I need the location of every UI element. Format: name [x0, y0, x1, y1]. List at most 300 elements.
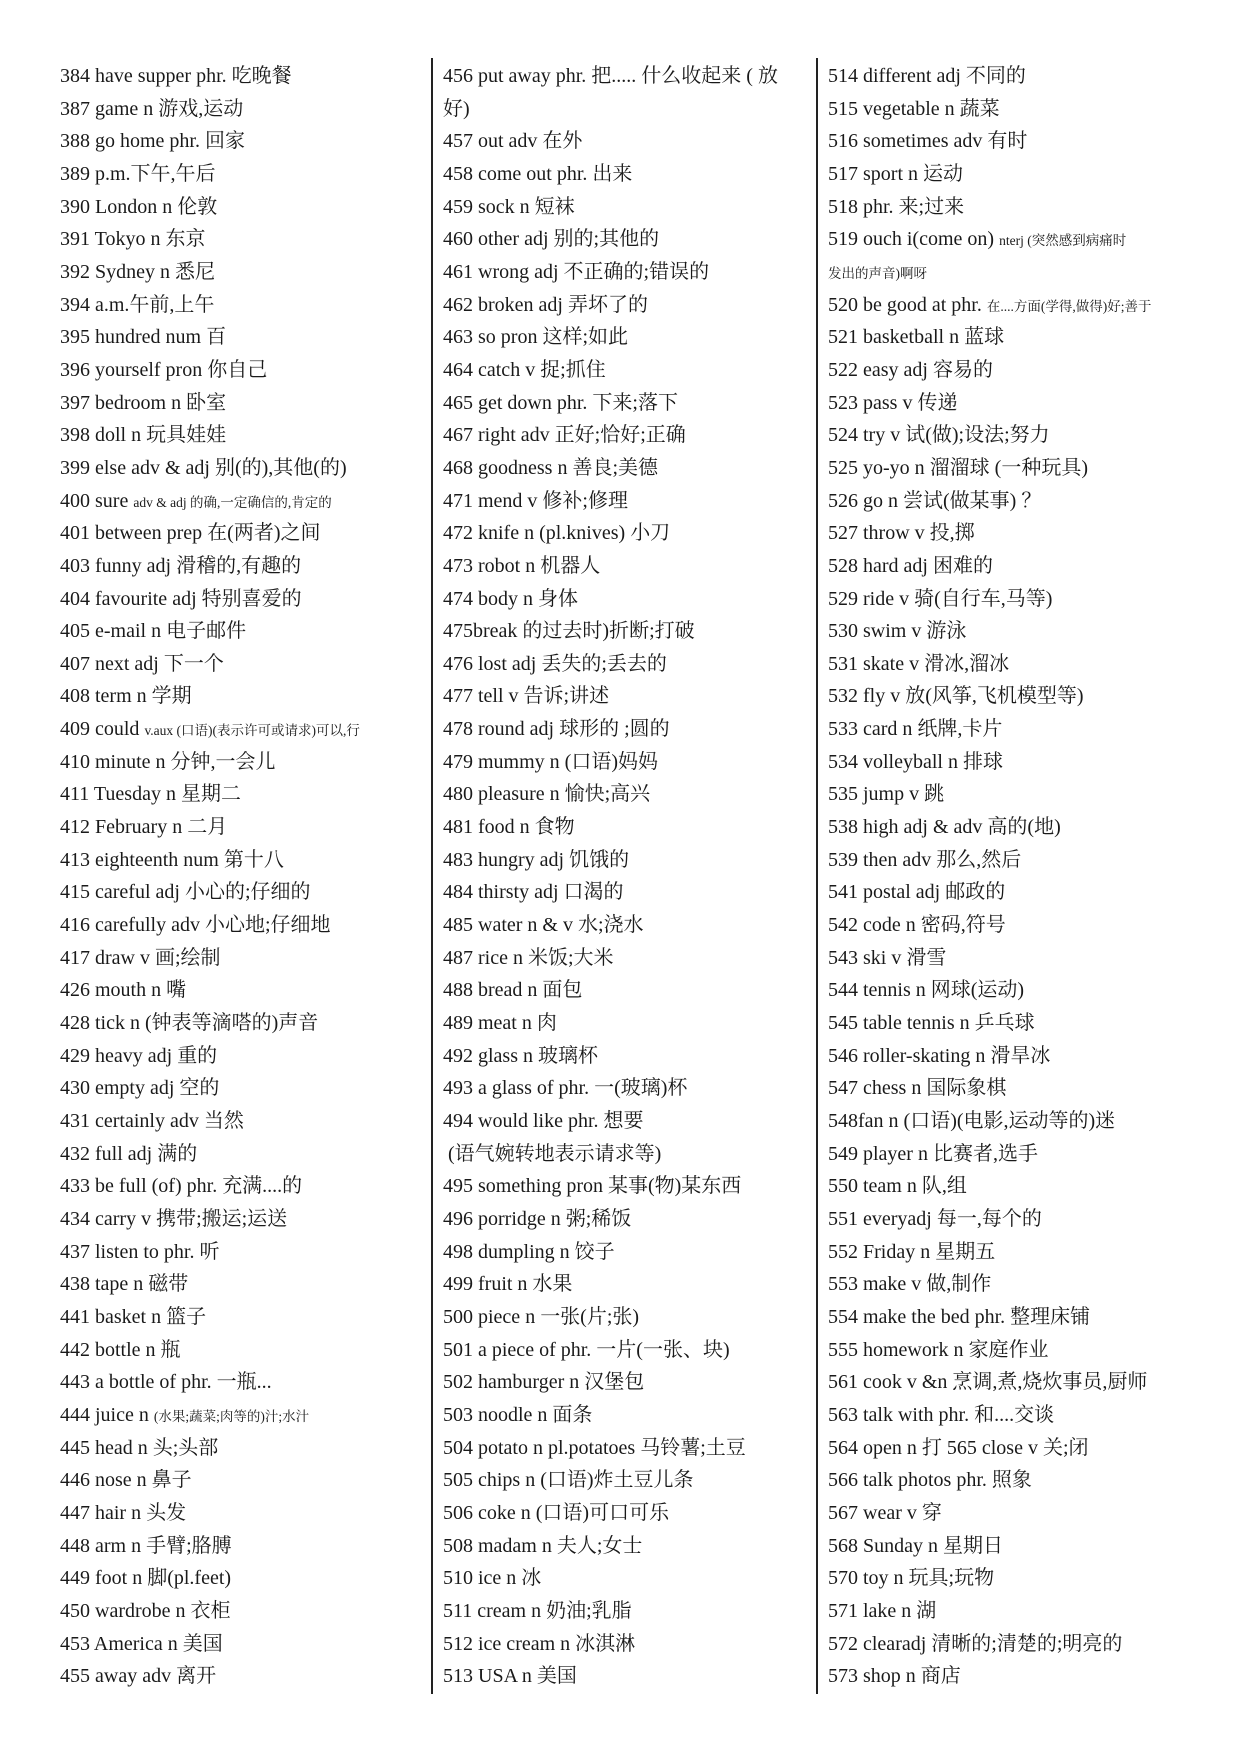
entry-text: 398 doll n 玩具娃娃 — [60, 424, 227, 447]
entry-text: 554 make the bed phr. 整理床铺 — [828, 1305, 1091, 1328]
entry-text: 514 different adj 不同的 — [828, 65, 1026, 87]
vocab-entry — [443, 1595, 809, 1628]
entry-text: 522 easy adj 容易的 — [828, 358, 993, 381]
entry-text: 444 juice n — [60, 1403, 154, 1426]
entry-text: 465 get down phr. 下来;落下 — [443, 391, 678, 414]
entry-text: 505 chips n (口语)炸土豆儿条 — [443, 1469, 694, 1492]
vocab-entry — [828, 485, 1228, 518]
entry-text: 521 basketball n 蓝球 — [828, 326, 1005, 349]
entry-text: 391 Tokyo n 东京 — [60, 228, 206, 251]
entry-text: 463 so pron 这样;如此 — [443, 326, 628, 349]
vocab-entry — [828, 1268, 1228, 1301]
vocab-entry — [828, 125, 1228, 158]
vocab-entry — [828, 811, 1228, 844]
entry-text: 499 fruit n 水果 — [443, 1273, 573, 1296]
entry-text: 412 February n 二月 — [60, 816, 228, 839]
vocab-entry — [60, 1334, 422, 1367]
entry-text: 478 round adj 球形的 ;圆的 — [443, 718, 670, 741]
vocab-entry — [443, 60, 809, 93]
entry-text: 534 volleyball n 排球 — [828, 750, 1003, 773]
entry-note: 在....方面(学得,做得)好;善于 — [986, 298, 1152, 314]
entry-text: 501 a piece of phr. 一片(一张、块) — [443, 1338, 730, 1361]
entry-text: 495 something pron 某事(物)某东西 — [443, 1175, 742, 1198]
entry-text: 529 ride v 骑(自行车,马等) — [828, 587, 1053, 610]
vocab-entry — [828, 256, 1228, 289]
vocab-entry — [828, 1138, 1228, 1171]
entry-text: 396 yourself pron 你自己 — [60, 358, 268, 381]
vocab-entry — [443, 876, 809, 909]
vocab-entry — [828, 289, 1228, 322]
vocab-entry — [60, 974, 422, 1007]
entry-text: 494 would like phr. 想要 — [443, 1110, 644, 1132]
entry-text: 487 rice n 米饭;大米 — [443, 946, 614, 969]
entry-text: 492 glass n 玻璃杯 — [443, 1044, 598, 1067]
entry-text: 516 sometimes adv 有时 — [828, 130, 1028, 153]
entry-text: 467 right adv 正好;恰好;正确 — [443, 424, 686, 447]
entry-text: 552 Friday n 星期五 — [828, 1240, 996, 1263]
vocab-entry — [443, 1236, 809, 1269]
vocab-entry — [60, 1007, 422, 1040]
entry-text: 409 could — [60, 718, 145, 741]
vocab-entry — [828, 680, 1228, 713]
vocab-entry — [828, 354, 1228, 387]
vocab-entry — [443, 1399, 809, 1432]
entry-text: 488 bread n 面包 — [443, 979, 583, 1002]
vocab-entry — [60, 844, 422, 877]
entry-text: 543 ski v 滑雪 — [828, 946, 947, 969]
vocab-entry — [828, 746, 1228, 779]
vocab-entry — [60, 1138, 422, 1171]
vocab-column-2 — [443, 60, 809, 1693]
entry-text: 551 everyadj 每一,每个的 — [828, 1207, 1042, 1230]
vocab-entry — [60, 648, 422, 681]
entry-text: 568 Sunday n 星期日 — [828, 1534, 1003, 1557]
vocab-entry — [60, 615, 422, 648]
entry-text: 571 lake n 湖 — [828, 1599, 937, 1622]
entry-text: 548fan n (口语)(电影,运动等的)迷 — [828, 1110, 1116, 1132]
entry-text: 547 chess n 国际象棋 — [828, 1077, 1007, 1100]
vocab-entry — [60, 1628, 422, 1661]
entry-text: (语气婉转地表示请求等) — [443, 1142, 662, 1165]
vocab-entry — [60, 713, 422, 746]
entry-text: 538 high adj & adv 高的(地) — [828, 816, 1061, 839]
vocab-entry — [443, 1138, 809, 1171]
vocab-entry — [443, 909, 809, 942]
entry-text: 472 knife n (pl.knives) 小刀 — [443, 522, 671, 545]
entry-text: 428 tick n (钟表等滴嗒的)声音 — [60, 1012, 319, 1035]
entry-text: 561 cook v &n 烹调,煮,烧炊事员,厨师 — [828, 1371, 1148, 1394]
vocab-entry — [60, 1432, 422, 1465]
entry-text: 485 water n & v 水;浇水 — [443, 914, 644, 937]
vocab-entry — [828, 942, 1228, 975]
vocab-entry — [443, 1530, 809, 1563]
entry-text: 384 have supper phr. 吃晚餐 — [60, 65, 292, 87]
vocab-entry — [60, 1399, 422, 1432]
vocab-entry — [443, 1497, 809, 1530]
vocab-entry — [443, 1301, 809, 1334]
vocab-entry — [443, 387, 809, 420]
entry-text: 468 goodness n 善良;美德 — [443, 456, 658, 479]
vocab-entry — [828, 550, 1228, 583]
vocab-entry — [828, 191, 1228, 224]
vocab-entry — [60, 778, 422, 811]
vocab-entry — [443, 321, 809, 354]
vocab-entry — [828, 1530, 1228, 1563]
entry-text: 535 jump v 跳 — [828, 783, 945, 806]
entry-text: 502 hamburger n 汉堡包 — [443, 1371, 645, 1394]
entry-text: 448 arm n 手臂;胳膊 — [60, 1534, 232, 1557]
vocab-entry — [60, 93, 422, 126]
entry-text: 530 swim v 游泳 — [828, 620, 967, 643]
entry-text: 477 tell v 告诉;讲述 — [443, 685, 610, 708]
vocab-entry — [443, 191, 809, 224]
entry-text: 432 full adj 满的 — [60, 1142, 198, 1165]
entry-text: 446 nose n 鼻子 — [60, 1469, 192, 1492]
vocab-entry — [60, 419, 422, 452]
vocab-entry — [828, 583, 1228, 616]
vocab-entry — [443, 844, 809, 877]
entry-text: 411 Tuesday n 星期二 — [60, 783, 241, 806]
vocab-entry — [828, 517, 1228, 550]
column-divider — [816, 58, 818, 1694]
entry-text: 392 Sydney n 悉尼 — [60, 260, 215, 283]
vocab-entry — [60, 1072, 422, 1105]
vocab-entry — [443, 1366, 809, 1399]
entry-text: 489 meat n 肉 — [443, 1012, 557, 1035]
entry-text: 541 postal adj 邮政的 — [828, 881, 1006, 904]
entry-text: 390 London n 伦敦 — [60, 195, 218, 218]
vocab-entry — [828, 1040, 1228, 1073]
vocab-entry — [443, 942, 809, 975]
vocab-entry — [828, 1464, 1228, 1497]
vocab-entry — [828, 713, 1228, 746]
entry-text: 479 mummy n (口语)妈妈 — [443, 750, 658, 773]
vocab-entry — [828, 1301, 1228, 1334]
vocab-entry — [443, 648, 809, 681]
vocab-entry — [443, 1334, 809, 1367]
vocab-column-3 — [828, 60, 1228, 1693]
entry-text: 389 p.m.下午,午后 — [60, 162, 216, 185]
entry-text: 447 hair n 头发 — [60, 1501, 187, 1524]
vocab-entry — [443, 223, 809, 256]
vocab-entry — [828, 452, 1228, 485]
vocab-entry — [828, 419, 1228, 452]
entry-text: 498 dumpling n 饺子 — [443, 1240, 615, 1263]
entry-text: 527 throw v 投,掷 — [828, 522, 975, 545]
entry-text: 401 between prep 在(两者)之间 — [60, 522, 321, 545]
entry-text: 553 make v 做,制作 — [828, 1273, 992, 1296]
entry-text: 567 wear v 穿 — [828, 1501, 942, 1524]
entry-text: 388 go home phr. 回家 — [60, 130, 245, 153]
vocab-entry — [443, 1007, 809, 1040]
vocab-entry — [443, 1203, 809, 1236]
entry-text: 564 open n 打 565 close v 关;闭 — [828, 1436, 1089, 1459]
column-divider — [431, 58, 433, 1694]
vocab-entry — [443, 289, 809, 322]
vocab-entry — [443, 1628, 809, 1661]
entry-text: 410 minute n 分钟,一会儿 — [60, 750, 276, 773]
vocab-entry — [443, 158, 809, 191]
vocab-entry — [443, 1562, 809, 1595]
entry-text: 511 cream n 奶油;乳脂 — [443, 1599, 632, 1622]
vocab-entry — [60, 811, 422, 844]
entry-text: 453 America n 美国 — [60, 1632, 223, 1655]
entry-text: 474 body n 身体 — [443, 587, 578, 610]
vocab-entry — [60, 1170, 422, 1203]
entry-text: 550 team n 队,组 — [828, 1175, 967, 1198]
vocab-entry — [828, 387, 1228, 420]
entry-text: 413 eighteenth num 第十八 — [60, 848, 284, 871]
entry-text: 395 hundred num 百 — [60, 326, 227, 349]
vocab-entry — [828, 1366, 1228, 1399]
vocab-entry — [828, 1007, 1228, 1040]
entry-text: 506 coke n (口语)可口可乐 — [443, 1501, 670, 1524]
entry-text: 399 else adv & adj 别(的),其他(的) — [60, 456, 347, 479]
entry-text: 549 player n 比赛者,选手 — [828, 1142, 1038, 1165]
entry-text: 542 code n 密码,符号 — [828, 914, 1006, 937]
vocab-entry — [60, 1236, 422, 1269]
entry-text: 431 certainly adv 当然 — [60, 1110, 244, 1132]
vocab-entry — [443, 746, 809, 779]
entry-text: 437 listen to phr. 听 — [60, 1240, 220, 1263]
entry-text: 508 madam n 夫人;女士 — [443, 1534, 643, 1557]
vocab-entry — [828, 60, 1228, 93]
entry-text: 464 catch v 捉;抓住 — [443, 358, 606, 381]
vocab-entry — [60, 321, 422, 354]
vocab-entry — [443, 256, 809, 289]
entry-text: 461 wrong adj 不正确的;错误的 — [443, 260, 710, 283]
entry-text: 517 sport n 运动 — [828, 162, 963, 185]
vocab-entry — [60, 1040, 422, 1073]
vocab-entry — [60, 223, 422, 256]
entry-text: 429 heavy adj 重的 — [60, 1044, 218, 1067]
vocab-entry — [828, 1660, 1228, 1693]
vocab-entry — [60, 1530, 422, 1563]
entry-text: 408 term n 学期 — [60, 685, 192, 708]
vocab-entry — [60, 1497, 422, 1530]
entry-text: 449 foot n 脚(pl.feet) — [60, 1567, 232, 1590]
vocab-entry — [60, 1268, 422, 1301]
vocab-entry — [828, 93, 1228, 126]
entry-text: 539 then adv 那么,然后 — [828, 848, 1022, 871]
vocab-entry — [60, 256, 422, 289]
vocab-entry — [828, 1628, 1228, 1661]
entry-note: (水果;蔬菜;肉等的)汁;水汁 — [153, 1408, 310, 1424]
entry-text: 573 shop n 商店 — [828, 1665, 961, 1688]
entry-text: 525 yo-yo n 溜溜球 (一种玩具) — [828, 456, 1088, 479]
entry-text: 523 pass v 传递 — [828, 391, 958, 414]
entry-text: 415 careful adj 小心的;仔细的 — [60, 881, 311, 904]
vocab-entry — [828, 223, 1228, 256]
vocab-entry — [828, 1562, 1228, 1595]
entry-text: 526 go n 尝试(做某事) ？ — [828, 489, 1042, 512]
entry-text: 416 carefully adv 小心地;仔细地 — [60, 914, 331, 937]
vocab-entry — [828, 321, 1228, 354]
entry-text: 400 sure — [60, 489, 134, 512]
vocab-entry — [828, 1203, 1228, 1236]
vocab-entry — [60, 1464, 422, 1497]
entry-text: 476 lost adj 丢失的;丢去的 — [443, 652, 667, 675]
vocab-entry — [60, 1562, 422, 1595]
entry-text: 515 vegetable n 蔬菜 — [828, 97, 1000, 120]
entry-text: 572 clearadj 清晰的;清楚的;明亮的 — [828, 1632, 1123, 1655]
entry-note: adv & adj 的确,一定确信的,肯定的 — [133, 494, 332, 510]
entry-text: 475break 的过去时)折断;打破 — [443, 620, 695, 643]
entry-text: 545 table tennis n 乒乓球 — [828, 1012, 1035, 1035]
entry-text: 426 mouth n 嘴 — [60, 979, 187, 1002]
entry-text: 438 tape n 磁带 — [60, 1273, 189, 1296]
entry-text: 484 thirsty adj 口渴的 — [443, 881, 624, 904]
vocab-entry — [443, 354, 809, 387]
vocab-entry — [443, 1268, 809, 1301]
entry-text: 504 potato n pl.potatoes 马铃薯;土豆 — [443, 1436, 746, 1459]
vocab-entry — [60, 517, 422, 550]
entry-text: 417 draw v 画;绘制 — [60, 946, 221, 969]
vocab-entry — [828, 1334, 1228, 1367]
entry-text: 524 try v 试(做);设法;努力 — [828, 424, 1050, 447]
entry-text: 544 tennis n 网球(运动) — [828, 979, 1025, 1002]
vocab-entry — [828, 615, 1228, 648]
entry-text: 480 pleasure n 愉快;高兴 — [443, 783, 651, 806]
vocab-entry — [60, 1595, 422, 1628]
entry-text: 460 other adj 别的;其他的 — [443, 228, 660, 251]
entry-text: 441 basket n 篮子 — [60, 1305, 207, 1328]
vocab-entry — [443, 550, 809, 583]
entry-text: 512 ice cream n 冰淇淋 — [443, 1632, 636, 1655]
entry-note: nterj (突然感到病痛时 — [999, 233, 1127, 249]
vocab-entry — [60, 583, 422, 616]
vocab-entry — [828, 909, 1228, 942]
vocab-entry — [60, 485, 422, 518]
entry-text: 442 bottle n 瓶 — [60, 1338, 181, 1361]
vocab-entry — [828, 1170, 1228, 1203]
entry-text: 481 food n 食物 — [443, 816, 575, 839]
vocab-entry — [443, 1464, 809, 1497]
vocab-entry — [443, 419, 809, 452]
vocab-entry — [60, 550, 422, 583]
entry-text: 433 be full (of) phr. 充满....的 — [60, 1175, 303, 1198]
entry-text: 546 roller-skating n 滑旱冰 — [828, 1044, 1051, 1067]
vocab-entry — [60, 452, 422, 485]
entry-text: 404 favourite adj 特别喜爱的 — [60, 587, 302, 610]
entry-text: 473 robot n 机器人 — [443, 554, 601, 577]
vocab-entry — [443, 517, 809, 550]
entry-text: 457 out adv 在外 — [443, 130, 583, 153]
entry-text: 493 a glass of phr. 一(玻璃)杯 — [443, 1077, 688, 1100]
vocab-entry — [60, 191, 422, 224]
vocab-entry — [60, 354, 422, 387]
entry-text: 531 skate v 滑冰,溜冰 — [828, 652, 1010, 675]
vocab-entry — [443, 1660, 809, 1693]
vocab-entry — [828, 1236, 1228, 1269]
entry-text: 458 come out phr. 出来 — [443, 162, 633, 185]
vocab-entry — [443, 1072, 809, 1105]
vocab-entry — [443, 452, 809, 485]
vocab-entry — [443, 1105, 809, 1138]
vocab-entry — [828, 778, 1228, 811]
vocab-entry — [60, 387, 422, 420]
entry-text: 456 put away phr. 把..... 什么收起来 ( 放 — [443, 65, 778, 87]
vocab-entry — [443, 1432, 809, 1465]
vocab-entry — [60, 289, 422, 322]
entry-text: 503 noodle n 面条 — [443, 1403, 593, 1426]
entry-text: 518 phr. 来;过来 — [828, 195, 965, 218]
vocab-entry — [443, 974, 809, 1007]
vocab-entry — [60, 1366, 422, 1399]
vocab-entry — [60, 909, 422, 942]
entry-text: 462 broken adj 弄坏了的 — [443, 293, 648, 316]
vocab-entry — [828, 844, 1228, 877]
vocab-entry — [60, 1301, 422, 1334]
vocab-entry — [828, 876, 1228, 909]
vocab-entry — [60, 746, 422, 779]
entry-text: 483 hungry adj 饥饿的 — [443, 848, 630, 871]
entry-note: 发出的声音)啊呀 — [828, 265, 927, 281]
vocab-entry — [60, 1203, 422, 1236]
vocab-entry — [443, 485, 809, 518]
entry-text: 555 homework n 家庭作业 — [828, 1338, 1049, 1361]
vocab-entry — [60, 158, 422, 191]
entry-text: 510 ice n 冰 — [443, 1567, 542, 1590]
vocab-entry — [60, 876, 422, 909]
vocab-entry — [443, 713, 809, 746]
vocab-entry — [60, 1105, 422, 1138]
entry-text: 394 a.m.午前,上午 — [60, 293, 215, 316]
entry-text: 459 sock n 短袜 — [443, 195, 575, 218]
entry-text: 好) — [443, 97, 470, 120]
vocab-entry — [828, 1432, 1228, 1465]
entry-text: 403 funny adj 滑稽的,有趣的 — [60, 554, 302, 577]
entry-text: 387 game n 游戏,运动 — [60, 97, 244, 120]
entry-text: 533 card n 纸牌,卡片 — [828, 718, 1003, 741]
entry-text: 496 porridge n 粥;稀饭 — [443, 1207, 632, 1230]
vocab-entry — [60, 60, 422, 93]
entry-text: 471 mend v 修补;修理 — [443, 489, 628, 512]
entry-text: 513 USA n 美国 — [443, 1665, 577, 1688]
entry-note: v.aux (口语)(表示许可或请求)可以,行 — [144, 723, 360, 739]
vocab-column-1 — [60, 60, 422, 1693]
vocab-entry — [443, 778, 809, 811]
vocab-entry — [443, 125, 809, 158]
vocab-entry — [828, 1072, 1228, 1105]
entry-text: 405 e-mail n 电子邮件 — [60, 620, 247, 643]
vocab-entry — [60, 942, 422, 975]
entry-text: 500 piece n 一张(片;张) — [443, 1305, 640, 1328]
vocab-entry — [828, 648, 1228, 681]
vocab-entry — [60, 1660, 422, 1693]
entry-text: 445 head n 头;头部 — [60, 1436, 219, 1459]
entry-text: 532 fly v 放(风筝,飞机模型等) — [828, 685, 1084, 708]
entry-text: 520 be good at phr. — [828, 293, 987, 316]
entry-text: 563 talk with phr. 和....交谈 — [828, 1403, 1055, 1426]
entry-text: 570 toy n 玩具;玩物 — [828, 1567, 995, 1590]
vocab-entry — [828, 1497, 1228, 1530]
vocab-entry — [60, 125, 422, 158]
entry-text: 455 away adv 离开 — [60, 1665, 217, 1688]
vocab-entry — [60, 680, 422, 713]
vocab-entry — [443, 93, 809, 126]
vocab-entry — [828, 158, 1228, 191]
vocab-entry — [443, 680, 809, 713]
entry-text: 528 hard adj 困难的 — [828, 554, 993, 577]
entry-text: 430 empty adj 空的 — [60, 1077, 220, 1100]
vocab-entry — [443, 1170, 809, 1203]
vocab-entry — [828, 1105, 1228, 1138]
entry-text: 519 ouch i(come on) — [828, 228, 1000, 251]
vocab-entry — [443, 1040, 809, 1073]
entry-text: 566 talk photos phr. 照象 — [828, 1469, 1032, 1492]
vocab-entry — [443, 811, 809, 844]
